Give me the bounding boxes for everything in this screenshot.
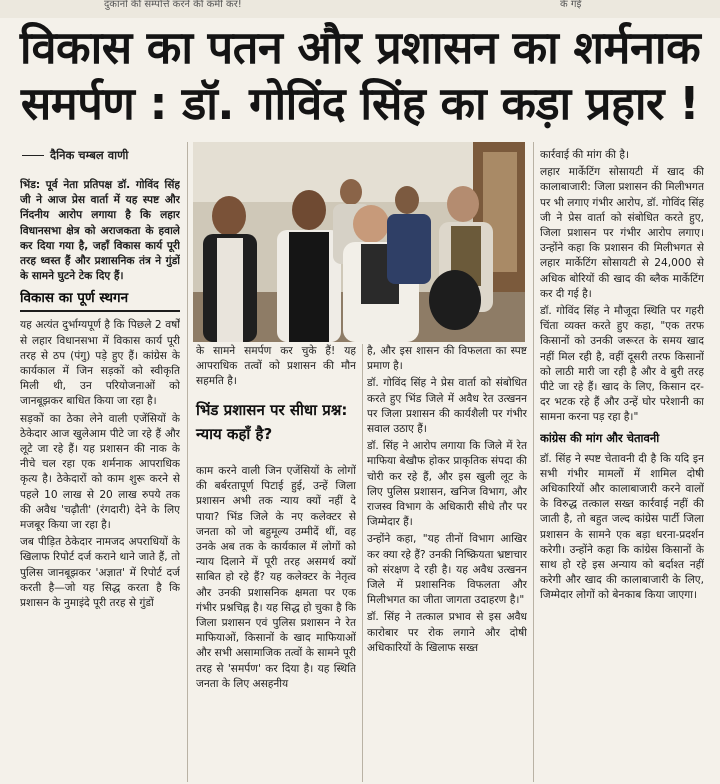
column-rule-2: [362, 344, 363, 782]
top-strip: [0, 0, 720, 18]
section-2-title: भिंड प्रशासन पर सीधा प्रश्न: न्याय कहाँ है?: [196, 401, 348, 443]
top-snippet-right: के गई: [560, 0, 582, 10]
headline: [10, 20, 710, 132]
photo-illustration: [193, 142, 525, 342]
col3-para-3: डॉ. सिंह ने आरोप लगाया कि जिले में रेत माफिया बेखौफ होकर प्राकृतिक संपदा की चोरी कर रहे हैं, और इस खुली लूट के लिए पुलिस प्रशासन, खनिज विभाग, और राजस्व विभाग के अधिकारी सीधे तौर पर जिम्मेदार हैं।: [367, 440, 527, 529]
column-rule-3: [533, 142, 534, 782]
col2b-para-1: काम करने वाली जिन एजेंसियों के लोगों की बर्बरतापूर्ण पिटाई हुई, उन्हें जिला प्रशासन अभी तक न्याय क्यों नहीं दे पाया? भिंड जिले के नए कलेक्टर से जनता को जो बहुमूल्य उम्मीदें थीं, वह उनके अब तक के कार्यकाल में लोगों को न्याय दिलाने में पूरी तरह असमर्थ क्यों साबित हो रहे हैं? यह कलेक्टर के नेतृत्व और उनकी प्रशासनिक क्षमता पर एक गंभीर प्रश्नचिह्न है। यह सिद्ध हो चुका है कि जिला प्रशासन एवं पुलिस प्रशासन ने रेत माफियाओं, किसानों के खाद माफियाओं और सभी असामाजिक तत्वों के सामने पूरी तरह से 'समर्पण' कर दिया है। यह स्थिति जनता के लिए असहनीय: [196, 465, 356, 690]
column-4: [540, 148, 704, 780]
col4b-para-1: डॉ. सिंह ने स्पष्ट चेतावनी दी है कि यदि इन सभी गंभीर मामलों में शामिल दोषी अधिकारियों और कालाबाजारी करने वालों के विरुद्ध तत्काल सख्त कार्रवाई नहीं की जाती है, तो बहुत जल्द कांग्रेस पार्टी जिला प्रशासन के सामने एक बड़ा धरना-प्रदर्शन करेगी। उन्होंने कहा कि कांग्रेस किसानों के साथ हो रहे इस अन्याय को बर्दाश्त नहीं करेगी और खाद की कालाबाजारी के लिए, जिम्मेदार लोगों को बेनकाब किया जाएगा।: [540, 452, 704, 602]
col4-para-2: लहार मार्केटिंग सोसायटी में खाद की कालाबाजारी: जिला प्रशासन की मिलीभगत पर भी लगाए गंभीर आरोप, डॉ. गोविंद सिंह जी ने प्रेस वार्ता को संबोधित करते हुए, जिला प्रशासन पर गंभीर आरोप लगाए। उन्होंने कहा कि प्रशासन की मिलीभगत से लहार मार्केटिंग सोसायटी से 24,000 से अधिक बोरियों की खाद की ब्लैक मार्केटिंग कर दी गई है।: [540, 166, 704, 300]
column-1: [20, 178, 180, 778]
column-2-bottom: [196, 464, 356, 782]
column-2-top: [196, 344, 356, 396]
col1-para-3: जब पीड़ित ठेकेदार नामजद अपराधियों के खिलाफ रिपोर्ट दर्ज कराने थाने जाते हैं, तो पुलिस जानबूझकर 'अज्ञात' में रिपोर्ट दर्ज करती है—जो यह सिद्ध करता है कि प्रशासन के नुमाइंदे पूरी तरह से गुंडों: [20, 536, 180, 610]
col2-para-1: के सामने समर्पण कर चुके हैं! यह आपराधिक तत्वों को प्रशासन की मौन सहमति है।: [196, 345, 356, 388]
col4-para-1: कार्रवाई की मांग की है।: [540, 149, 629, 161]
section-1-title: विकास का पूर्ण स्थगन: [20, 290, 180, 312]
intro-paragraph: भिंड: पूर्व नेता प्रतिपक्ष डॉ. गोविंद सिंह जी ने आज प्रेस वार्ता में यह स्पष्ट और निंदनीय आरोप लगाया है कि लहार विधानसभा क्षेत्र को अराजकता के हवाले कर दिया गया है, जहाँ विकास कार्य पूरी तरह ध्वस्त हैं और प्रशासनिक तंत्र ने गुंडों के सामने घुटने टेक दिए हैं।: [20, 179, 180, 283]
byline: [22, 148, 182, 163]
press-conference-photo: [193, 142, 525, 342]
column-rule-1: [187, 142, 188, 782]
column-3: [367, 344, 527, 782]
col3-para-5: डॉ. सिंह ने तत्काल प्रभाव से इस अवैध कारोबार पर रोक लगाने और दोषी अधिकारियों के खिलाफ सख्त: [367, 611, 527, 654]
top-snippet-left: दुकानों की सम्पत्ति करने की कमी कर!: [104, 0, 242, 10]
col3-para-4: उन्होंने कहा, "यह तीनों विभाग आखिर कर क्या रहे हैं? उनकी निष्क्रियता भ्रष्टाचार को संरक्षण दे रही है। यह अवैध उत्खनन जिले में प्रशासनिक विफलता और मिलीभगत का जीता जागता उदाहरण है।": [367, 533, 527, 607]
col3-para-1: है, और इस शासन की विफलता का स्पष्ट प्रमाण है।: [367, 345, 527, 373]
byline-text: दैनिक चम्बल वाणी: [50, 148, 129, 162]
col1-para-1: यह अत्यंत दुर्भाग्यपूर्ण है कि पिछले 2 वर्षों से लहार विधानसभा में विकास कार्य पूरी तरह से ठप (पंगु) पड़े हुए हैं। कांग्रेस के कार्यकाल में जिन सड़कों को स्वीकृति मिली थी, उन परियोजनाओं को जानबूझकर बाधित किया जा रहा है।: [20, 319, 180, 408]
col1-para-2: सड़कों का ठेका लेने वाली एजेंसियों के ठेकेदार आज खुलेआम पीटे जा रहे हैं और लूटे जा रहे हैं। यह प्रशासन की नाक के नीचे चल रहा एक शर्मनाक आपराधिक कृत्य है। ठेकेदारों को काम शुरू करने से पहले 10 लाख से 20 लाख रुपये तक की अवैध 'चढ़ौती' (रंगदारी) देने के लिए मजबूर किया जा रहा है।: [20, 412, 180, 532]
col4-para-3: डॉ. गोविंद सिंह ने मौजूदा स्थिति पर गहरी चिंता व्यक्त करते हुए कहा, "एक तरफ किसानों को उनकी जरूरत के समय खाद नहीं मिल रही है, वहीं दूसरी तरफ किसानों को लाठी मारी जा रही है और वे बुरी तरह पीटे जा रहे हैं। खाद के लिए, किसान दर-दर भटक रहे हैं और उन्हें घोर परेशानी का सामना करना पड़ रहा है।": [540, 305, 704, 424]
col3-para-2: डॉ. गोविंद सिंह ने प्रेस वार्ता को संबोधित करते हुए भिंड जिले में अवैध रेत उत्खनन पर जिला प्रशासन की कार्यशैली पर गंभीर सवाल उठाए हैं।: [367, 377, 527, 436]
byline-dash: [22, 155, 44, 156]
headline-line-1: विकास का पतन और प्रशासन का शर्मनाक: [19, 21, 701, 74]
section-3-title: कांग्रेस की मांग और चेतावनी: [540, 430, 660, 445]
headline-line-2: समर्पण : डॉ. गोविंद सिंह का कड़ा प्रहार !: [20, 77, 700, 130]
